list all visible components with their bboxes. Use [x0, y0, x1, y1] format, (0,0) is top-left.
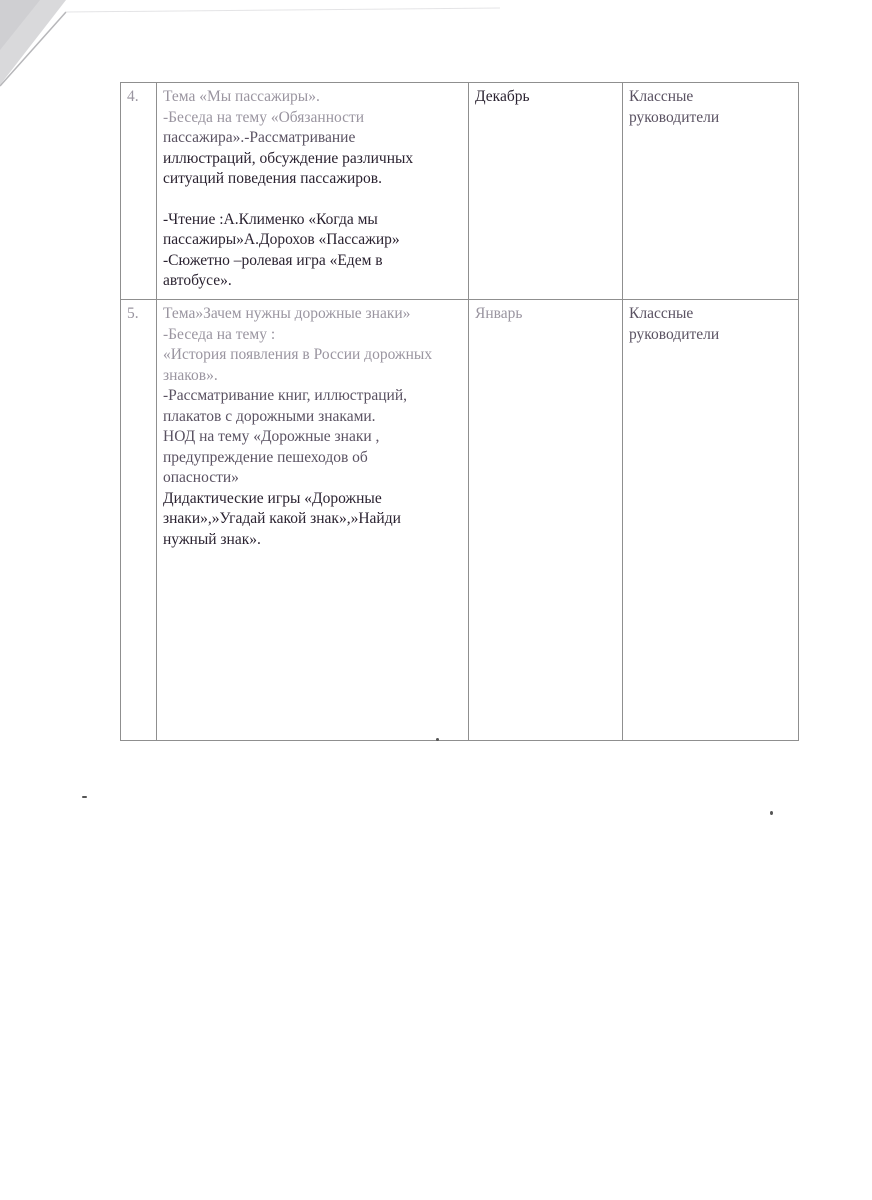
activity-responsible — [623, 300, 799, 741]
activities-table — [120, 82, 799, 741]
content-line: Тема «Мы пассажиры». — [163, 88, 320, 105]
responsible-line: руководители — [629, 108, 720, 126]
row-number: 5. — [121, 300, 157, 741]
content-spacer — [163, 190, 463, 210]
content-line: Тема»Зачем нужны дорожные знаки» — [163, 305, 411, 322]
content-line: иллюстраций, обсуждение различных — [163, 149, 414, 167]
content-line: пассажиры»А.Дорохов «Пассажир» — [163, 231, 400, 248]
activity-month: Январь — [469, 300, 623, 741]
scan-speck — [770, 811, 773, 815]
scan-speck — [436, 738, 439, 741]
scan-speck — [82, 796, 87, 798]
content-line: пассажира».-Рассматривание — [163, 129, 356, 146]
content-line: -Беседа на тему «Обязанности — [163, 108, 365, 126]
content-line: -Рассматривание книг, иллюстраций, — [163, 387, 408, 404]
content-line: знаков». — [163, 366, 218, 384]
responsible-line: Классные — [629, 88, 694, 105]
content-line: опасности» — [163, 469, 239, 486]
content-line: плакатов с дорожными знаками. — [163, 407, 376, 425]
table-row — [121, 300, 799, 741]
content-line: знаки»,»Угадай какой знак»,»Найди — [163, 510, 401, 527]
content-line: ситуаций поведения пассажиров. — [163, 170, 382, 187]
content-line: «История появления в России дорожных — [163, 346, 433, 363]
content-line: предупреждение пешеходов об — [163, 448, 368, 466]
activity-content — [157, 83, 469, 300]
content-line: Дидактические игры «Дорожные — [163, 489, 382, 507]
row-number: 4. — [121, 83, 157, 300]
content-line: НОД на тему «Дорожные знаки , — [163, 428, 380, 445]
content-line: автобусе». — [163, 272, 232, 289]
responsible-line: руководители — [629, 325, 720, 343]
content-line: нужный знак». — [163, 530, 261, 548]
activity-content — [157, 300, 469, 741]
content-line: -Сюжетно –ролевая игра «Едем в — [163, 251, 383, 269]
table-row — [121, 83, 799, 300]
responsible-line: Классные — [629, 305, 694, 322]
content-line: -Чтение :А.Клименко «Когда мы — [163, 210, 378, 228]
content-line: -Беседа на тему : — [163, 325, 276, 343]
activity-month: Декабрь — [469, 83, 623, 300]
activity-responsible — [623, 83, 799, 300]
